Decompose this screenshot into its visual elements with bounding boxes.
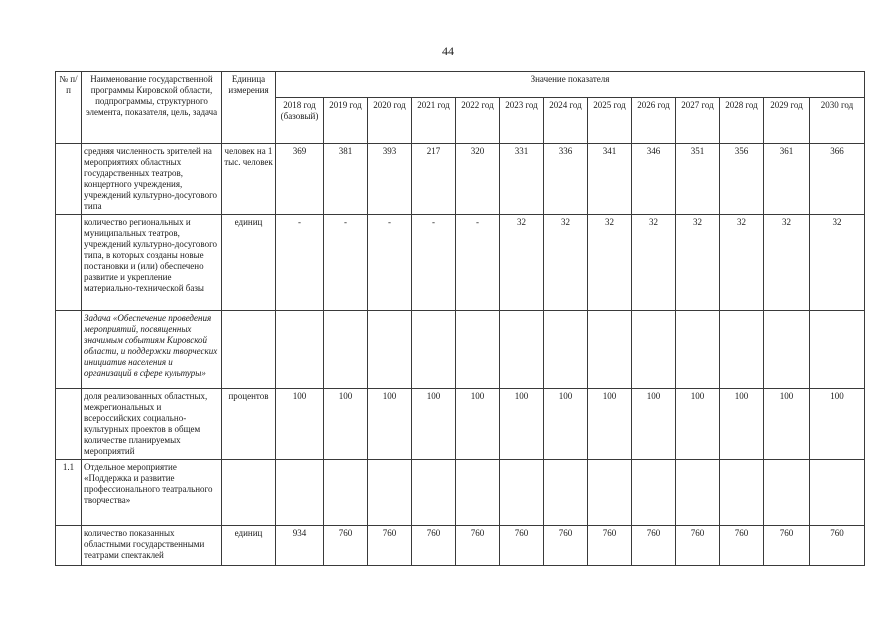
value-cell: 100 bbox=[456, 389, 500, 460]
value-cell: 346 bbox=[632, 144, 676, 215]
value-cell: 100 bbox=[324, 389, 368, 460]
value-cell: - bbox=[456, 215, 500, 311]
indicator-unit bbox=[222, 460, 276, 526]
value-cell: 381 bbox=[324, 144, 368, 215]
value-cell: 217 bbox=[412, 144, 456, 215]
value-cell bbox=[676, 460, 720, 526]
value-cell: 934 bbox=[276, 526, 324, 566]
header-values: Значение показателя bbox=[276, 72, 865, 98]
value-cell bbox=[368, 460, 412, 526]
value-cell: 760 bbox=[588, 526, 632, 566]
year-header: 2018 год (базовый) bbox=[276, 98, 324, 144]
value-cell: - bbox=[324, 215, 368, 311]
year-header: 2029 год bbox=[764, 98, 810, 144]
value-cell bbox=[324, 460, 368, 526]
table-row bbox=[56, 460, 865, 526]
header-name: Наименование государственной программы Кировской области, подпрограммы, структурного элемента, показателя, цель, задача bbox=[82, 72, 222, 144]
value-cell: 760 bbox=[810, 526, 865, 566]
value-cell: 32 bbox=[676, 215, 720, 311]
indicator-name: доля реализованных областных, межрегиональных и всероссийских социально-культурных проектов в общем количестве планируемых мероприятий bbox=[82, 389, 222, 460]
value-cell bbox=[368, 311, 412, 389]
value-cell: 100 bbox=[500, 389, 544, 460]
indicators-table bbox=[55, 71, 865, 566]
value-cell: 760 bbox=[456, 526, 500, 566]
value-cell: 366 bbox=[810, 144, 865, 215]
indicator-unit: процентов bbox=[222, 389, 276, 460]
row-num bbox=[56, 526, 82, 566]
value-cell: 100 bbox=[676, 389, 720, 460]
year-header: 2025 год bbox=[588, 98, 632, 144]
table-row bbox=[56, 526, 865, 566]
value-cell: 320 bbox=[456, 144, 500, 215]
value-cell bbox=[720, 460, 764, 526]
value-cell bbox=[588, 311, 632, 389]
page-number: 44 bbox=[442, 44, 454, 58]
value-cell bbox=[810, 460, 865, 526]
value-cell: 32 bbox=[810, 215, 865, 311]
value-cell bbox=[676, 311, 720, 389]
value-cell: 100 bbox=[810, 389, 865, 460]
year-header: 2024 год bbox=[544, 98, 588, 144]
value-cell: 331 bbox=[500, 144, 544, 215]
value-cell: 100 bbox=[368, 389, 412, 460]
value-cell: 341 bbox=[588, 144, 632, 215]
value-cell bbox=[456, 460, 500, 526]
value-cell: 760 bbox=[676, 526, 720, 566]
row-num bbox=[56, 389, 82, 460]
value-cell: 760 bbox=[720, 526, 764, 566]
table-row bbox=[56, 215, 865, 311]
indicator-name: средняя численность зрителей на мероприятиях областных государственных театров, концертного учреждения, учреждений культурно-досугового типа bbox=[82, 144, 222, 215]
value-cell bbox=[764, 311, 810, 389]
year-header: 2019 год bbox=[324, 98, 368, 144]
table-row bbox=[56, 389, 865, 460]
value-cell bbox=[412, 311, 456, 389]
value-cell: 369 bbox=[276, 144, 324, 215]
value-cell bbox=[544, 311, 588, 389]
value-cell bbox=[588, 460, 632, 526]
value-cell: 361 bbox=[764, 144, 810, 215]
indicator-unit: единиц bbox=[222, 526, 276, 566]
value-cell bbox=[324, 311, 368, 389]
indicator-name: количество показанных областными государственными театрами спектаклей bbox=[82, 526, 222, 566]
value-cell: 351 bbox=[676, 144, 720, 215]
value-cell: 760 bbox=[368, 526, 412, 566]
value-cell: - bbox=[412, 215, 456, 311]
value-cell: 100 bbox=[588, 389, 632, 460]
value-cell bbox=[276, 460, 324, 526]
indicator-unit: единиц bbox=[222, 215, 276, 311]
indicator-unit bbox=[222, 311, 276, 389]
value-cell: 760 bbox=[764, 526, 810, 566]
year-header: 2027 год bbox=[676, 98, 720, 144]
value-cell: 32 bbox=[720, 215, 764, 311]
value-cell: 100 bbox=[764, 389, 810, 460]
row-num bbox=[56, 144, 82, 215]
value-cell: 100 bbox=[632, 389, 676, 460]
value-cell: 760 bbox=[632, 526, 676, 566]
year-header: 2030 год bbox=[810, 98, 865, 144]
value-cell: 760 bbox=[544, 526, 588, 566]
value-cell bbox=[764, 460, 810, 526]
year-header: 2028 год bbox=[720, 98, 764, 144]
value-cell: 32 bbox=[764, 215, 810, 311]
value-cell: 32 bbox=[544, 215, 588, 311]
value-cell: 32 bbox=[588, 215, 632, 311]
value-cell: 100 bbox=[276, 389, 324, 460]
value-cell bbox=[632, 311, 676, 389]
value-cell bbox=[500, 460, 544, 526]
year-header: 2022 год bbox=[456, 98, 500, 144]
year-header: 2021 год bbox=[412, 98, 456, 144]
row-num bbox=[56, 215, 82, 311]
value-cell bbox=[632, 460, 676, 526]
value-cell: 760 bbox=[412, 526, 456, 566]
value-cell bbox=[412, 460, 456, 526]
year-header: 2023 год bbox=[500, 98, 544, 144]
table-row bbox=[56, 144, 865, 215]
row-num: 1.1 bbox=[56, 460, 82, 526]
row-num bbox=[56, 311, 82, 389]
value-cell: 336 bbox=[544, 144, 588, 215]
value-cell: 760 bbox=[324, 526, 368, 566]
value-cell: - bbox=[276, 215, 324, 311]
value-cell: 100 bbox=[720, 389, 764, 460]
value-cell: 32 bbox=[500, 215, 544, 311]
indicator-name: количество региональных и муниципальных театров, учреждений культурно-досугового типа, в которых созданы новые постановки и (или) обеспечено развитие и укрепление материально-технической базы bbox=[82, 215, 222, 311]
header-num: № п/п bbox=[56, 72, 82, 144]
task-name: Задача «Обеспечение проведения мероприятий, посвященных значимым событиям Кировской области, и поддержки творческих инициатив населения и организаций в сфере культуры» bbox=[82, 311, 222, 389]
year-header: 2020 год bbox=[368, 98, 412, 144]
value-cell bbox=[720, 311, 764, 389]
value-cell: 760 bbox=[500, 526, 544, 566]
value-cell: 32 bbox=[632, 215, 676, 311]
header-unit: Единица измерения bbox=[222, 72, 276, 144]
value-cell bbox=[500, 311, 544, 389]
value-cell: 100 bbox=[412, 389, 456, 460]
value-cell bbox=[544, 460, 588, 526]
value-cell bbox=[810, 311, 865, 389]
measure-name: Отдельное мероприятие «Поддержка и развитие профессионального театрального творчества» bbox=[82, 460, 222, 526]
value-cell: - bbox=[368, 215, 412, 311]
value-cell bbox=[276, 311, 324, 389]
value-cell bbox=[456, 311, 500, 389]
year-header: 2026 год bbox=[632, 98, 676, 144]
value-cell: 393 bbox=[368, 144, 412, 215]
value-cell: 100 bbox=[544, 389, 588, 460]
table-row bbox=[56, 311, 865, 389]
indicator-unit: человек на 1 тыс. человек bbox=[222, 144, 276, 215]
value-cell: 356 bbox=[720, 144, 764, 215]
